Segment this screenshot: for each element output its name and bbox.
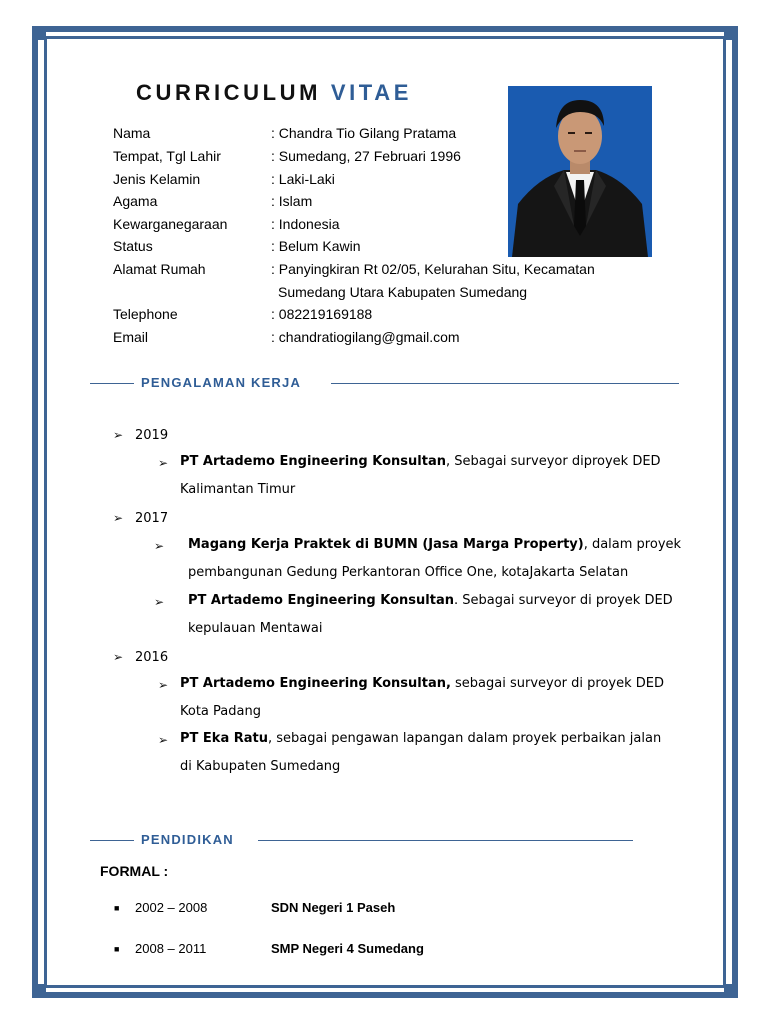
work-year: 2019 xyxy=(135,428,169,443)
company-name: Magang Kerja Praktek di BUMN (Jasa Marga Property) xyxy=(188,537,584,552)
heading-rule xyxy=(90,840,134,841)
profile-photo xyxy=(508,86,652,257)
heading-rule xyxy=(331,383,679,384)
company-name: PT Artademo Engineering Konsultan xyxy=(180,454,446,469)
field-label: Agama xyxy=(113,193,158,209)
entry-description: , sebagai pengawan lapangan dalam proyek perbaikan jalan xyxy=(268,731,662,746)
work-year: 2017 xyxy=(135,511,169,526)
field-label: Tempat, Tgl Lahir xyxy=(113,148,221,164)
corner-ornament xyxy=(724,26,738,40)
education-period: 2008 – 2011 xyxy=(135,941,207,956)
heading-rule xyxy=(258,840,633,841)
person-portrait-icon xyxy=(508,86,652,257)
entry-description: , dalam proyek xyxy=(583,537,682,552)
arrowhead-bullet-icon: ➢ xyxy=(113,650,124,664)
square-bullet-icon: ■ xyxy=(114,944,120,954)
field-value: : Islam xyxy=(271,193,313,209)
entry-description-cont: Kalimantan Timur xyxy=(180,482,296,497)
field-value: : 082219169188 xyxy=(271,306,373,322)
field-value: : chandratiogilang@gmail.com xyxy=(271,329,460,345)
document-title xyxy=(136,80,412,106)
entry-description: , Sebagai surveyor diproyek DED xyxy=(445,454,661,469)
field-value: : Panyingkiran Rt 02/05, Kelurahan Situ, Kecamatan xyxy=(271,261,595,277)
company-name: PT Eka Ratu xyxy=(180,731,268,746)
square-bullet-icon: ■ xyxy=(114,903,120,913)
field-label: Status xyxy=(113,238,153,254)
entry-description: . Sebagai surveyor di proyek DED xyxy=(453,593,673,608)
arrowhead-bullet-icon: ➢ xyxy=(158,733,169,747)
section-heading-education xyxy=(90,832,635,846)
entry-description-cont: Kota Padang xyxy=(180,704,261,719)
field-value: : Belum Kawin xyxy=(271,238,361,254)
arrowhead-bullet-icon: ➢ xyxy=(113,428,124,442)
section-heading-work xyxy=(90,375,680,389)
corner-ornament xyxy=(32,984,46,998)
education-school: SDN Negeri 1 Paseh xyxy=(271,900,396,915)
heading-rule xyxy=(90,383,134,384)
field-label: Jenis Kelamin xyxy=(113,171,201,187)
entry-description-cont: pembangunan Gedung Perkantoran Office One, kotaJakarta Selatan xyxy=(188,565,629,580)
arrowhead-bullet-icon: ➢ xyxy=(113,511,124,525)
field-label: Email xyxy=(113,329,149,345)
work-year: 2016 xyxy=(135,650,169,665)
field-value: : Indonesia xyxy=(271,216,340,232)
arrowhead-bullet-icon: ➢ xyxy=(154,539,165,553)
work-entry xyxy=(188,531,682,587)
corner-ornament xyxy=(32,26,46,40)
formal-label: FORMAL : xyxy=(100,863,169,879)
entry-description-cont: kepulauan Mentawai xyxy=(188,621,323,636)
arrowhead-bullet-icon: ➢ xyxy=(158,678,169,692)
education-period: 2002 – 2008 xyxy=(135,900,208,915)
arrowhead-bullet-icon: ➢ xyxy=(158,456,169,470)
field-label: Kewarganegaraan xyxy=(113,216,228,232)
field-value: : Laki-Laki xyxy=(271,171,335,187)
education-school: SMP Negeri 4 Sumedang xyxy=(271,941,424,956)
work-entry xyxy=(180,670,677,726)
work-entry xyxy=(180,448,677,504)
title-part-vitae: VITAE xyxy=(330,80,412,105)
company-name: PT Artademo Engineering Konsultan xyxy=(188,593,454,608)
work-entry xyxy=(180,725,677,781)
field-label: Telephone xyxy=(113,306,178,322)
corner-ornament xyxy=(724,984,738,998)
section-title: PENGALAMAN KERJA xyxy=(141,375,302,390)
section-title: PENDIDIKAN xyxy=(141,832,234,847)
field-label: Alamat Rumah xyxy=(113,261,206,277)
field-value: : Sumedang, 27 Februari 1996 xyxy=(271,148,461,164)
field-value: : Chandra Tio Gilang Pratama xyxy=(271,125,457,141)
arrowhead-bullet-icon: ➢ xyxy=(154,595,165,609)
entry-description: sebagai surveyor di proyek DED xyxy=(450,676,665,691)
company-name: PT Artademo Engineering Konsultan, xyxy=(180,676,451,691)
entry-description-cont: di Kabupaten Sumedang xyxy=(180,759,341,774)
work-entry xyxy=(188,587,678,643)
field-label: Nama xyxy=(113,125,151,141)
field-value: Sumedang Utara Kabupaten Sumedang xyxy=(278,284,528,300)
title-part-curriculum: CURRICULUM xyxy=(136,80,322,105)
